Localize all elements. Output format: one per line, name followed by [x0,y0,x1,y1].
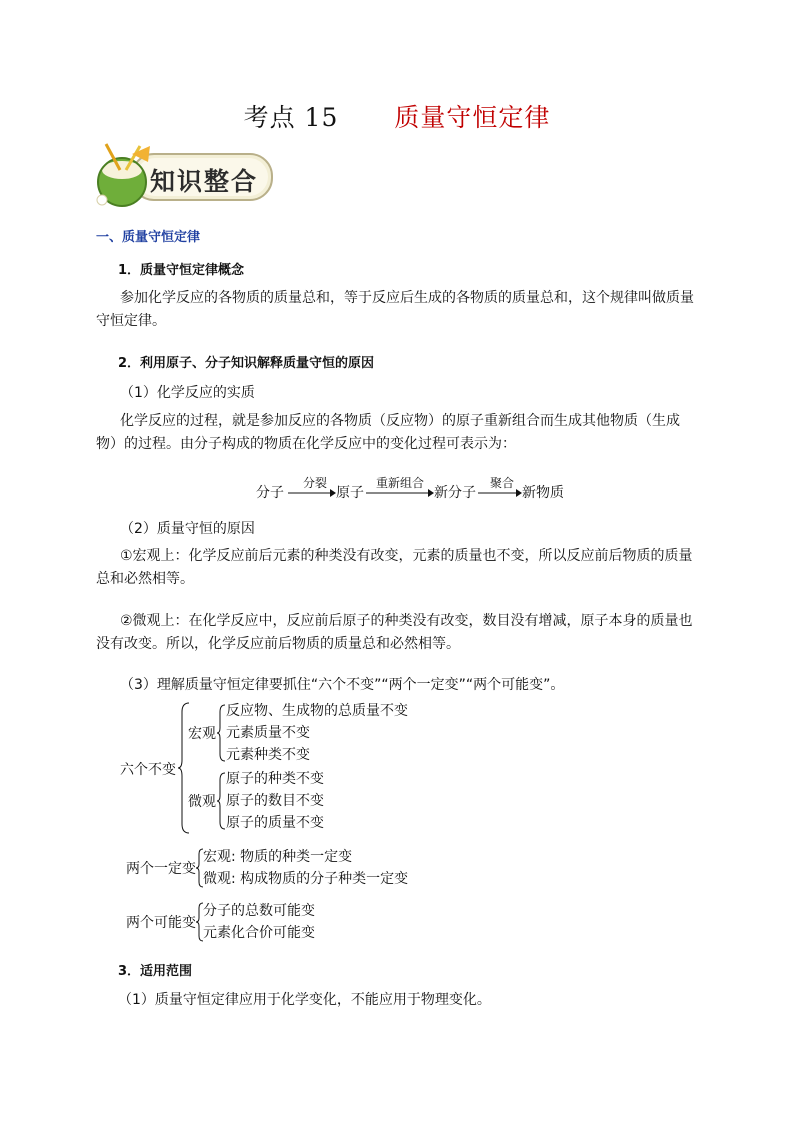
subsection-heading-2: 2．利用原子、分子知识解释质量守恒的原因 [118,356,375,371]
macro-item: 元素种类不变 [226,747,310,763]
macro-item: 元素质量不变 [226,725,310,741]
six-unchanged-diagram [120,700,440,835]
flow-node-new-molecule: 新分子 [434,485,476,501]
two-must-change-label: 两个一定变 [126,861,196,877]
sub-heading-understand: （3）理解质量守恒定律要抓住“六个不变”“两个一定变”“两个可能变”。 [120,677,565,693]
macro-item: 反应物、生成物的总质量不变 [226,703,408,719]
sub-heading-reason: （2）质量守恒的原因 [120,521,255,537]
paragraph-macro-text: ①宏观上：化学反应前后元素的种类没有改变，元素的质量也不变，所以反应前后物质的质量总和必然相等。 [96,548,693,587]
flow-node-molecule: 分子 [256,485,284,501]
subsection-heading-1: 1．质量守恒定律概念 [118,263,245,278]
title-prefix: 考点 15 [243,103,339,132]
six-unchanged-label: 六个不变 [120,762,176,778]
macro-label: 宏观 [188,726,216,742]
paragraph-micro [96,610,696,656]
flow-node-atom: 原子 [336,485,364,501]
may-change-item: 分子的总数可能变 [203,903,315,919]
scope-item-1: （1）质量守恒定律应用于化学变化，不能应用于物理变化。 [118,992,491,1008]
page-title [0,98,794,134]
two-must-change-diagram [126,846,426,890]
banner-text: 知识整合 [150,167,259,196]
flow-arrow-label-polymerize: 聚合 [489,476,514,490]
micro-item: 原子的种类不变 [226,771,324,787]
section-heading: 一、质量守恒定律 [96,230,201,245]
paragraph-essence-text: 化学反应的过程，就是参加反应的各物质（反应物）的原子重新组合而生成其他物质（生成物）的过程。由分子构成的物质在化学反应中的变化过程可表示为： [96,413,680,452]
knowledge-banner [92,140,277,210]
must-change-item: 微观: 构成物质的分子种类一定变 [203,871,409,887]
paragraph-macro [96,545,696,591]
flow-arrow-3-icon [478,488,522,498]
flow-arrow-2-icon [366,488,434,498]
paragraph-essence [96,410,696,456]
micro-item: 原子的质量不变 [226,815,324,831]
paragraph-concept-text: 参加化学反应的各物质的质量总和，等于反应后生成的各物质的质量总和，这个规律叫做质量守恒定律。 [96,290,694,329]
sub-heading-essence: （1）化学反应的实质 [120,385,255,401]
title-main: 质量守恒定律 [394,103,551,132]
micro-brace-icon [217,772,226,830]
big-brace-icon [178,702,190,834]
two-may-change-label: 两个可能变 [126,915,196,931]
flow-arrow-label-split: 分裂 [302,476,327,490]
subsection-heading-3: 3．适用范围 [118,964,193,979]
paragraph-micro-text: ②微观上：在化学反应中，反应前后原子的种类没有改变，数目没有增减，原子本身的质量也没有改变。所以，化学反应前后物质的质量总和必然相等。 [96,613,693,652]
flow-arrow-label-recombine: 重新组合 [375,476,424,490]
paragraph-concept [96,287,696,333]
micro-item: 原子的数目不变 [226,793,324,809]
macro-brace-icon [217,704,226,762]
may-change-item: 元素化合价可能变 [203,925,315,941]
micro-label: 微观 [188,794,216,810]
flow-arrow-1-icon [288,488,336,498]
flow-node-new-substance: 新物质 [522,485,564,501]
must-change-item: 宏观: 物质的种类一定变 [203,849,353,865]
reaction-flow-diagram [256,474,576,506]
two-may-change-diagram [126,900,426,944]
